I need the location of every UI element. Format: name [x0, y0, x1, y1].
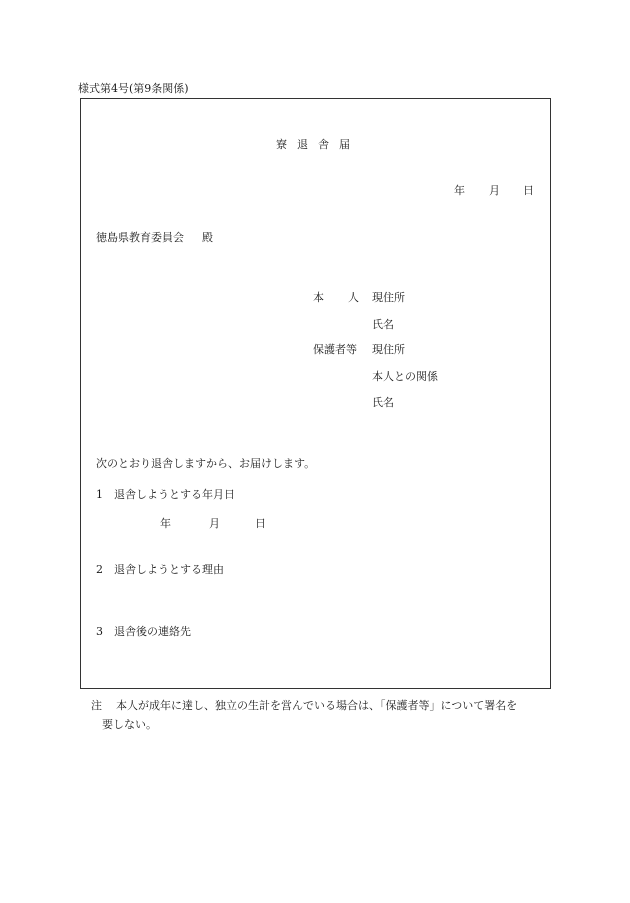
- applicant-label-char2: 人: [348, 291, 359, 304]
- intro-text: 次のとおり退舎しますから、お届けします。: [96, 457, 316, 470]
- guardian-label: 保護者等: [313, 343, 357, 356]
- note-line-1: 本人が成年に達し、独立の生計を営んでいる場合は、「保護者等」について署名を: [116, 699, 518, 712]
- addressee-name: 徳島県教育委員会: [96, 231, 184, 244]
- submission-date-year: 年: [454, 184, 465, 197]
- item-3-number: 3: [96, 625, 103, 638]
- guardian-name-label: 氏名: [372, 396, 394, 409]
- move-out-date-day: 日: [255, 517, 266, 530]
- item-3-text: 退舎後の連絡先: [114, 625, 191, 638]
- move-out-date-year: 年: [160, 517, 171, 530]
- applicant-name-label: 氏名: [372, 318, 394, 331]
- applicant-label-char1: 本: [313, 291, 324, 304]
- applicant-address-label: 現住所: [372, 291, 405, 304]
- form-title: 寮退舎届: [276, 138, 360, 151]
- guardian-address-label: 現住所: [372, 343, 405, 356]
- item-1-number: 1: [96, 488, 103, 501]
- item-1-text: 退舎しようとする年月日: [114, 488, 235, 501]
- note-line-2: 要しない。: [102, 718, 157, 731]
- submission-date-day: 日: [523, 184, 534, 197]
- submission-date-month: 月: [489, 184, 500, 197]
- note-mark: 注: [91, 699, 102, 712]
- form-number-label: 様式第4号(第9条関係): [78, 82, 189, 95]
- move-out-date-month: 月: [209, 517, 220, 530]
- item-2-text: 退舎しようとする理由: [114, 563, 224, 576]
- item-2-number: 2: [96, 563, 103, 576]
- addressee-suffix: 殿: [202, 231, 213, 244]
- guardian-relation-label: 本人との関係: [372, 370, 438, 383]
- form-frame: [80, 98, 551, 689]
